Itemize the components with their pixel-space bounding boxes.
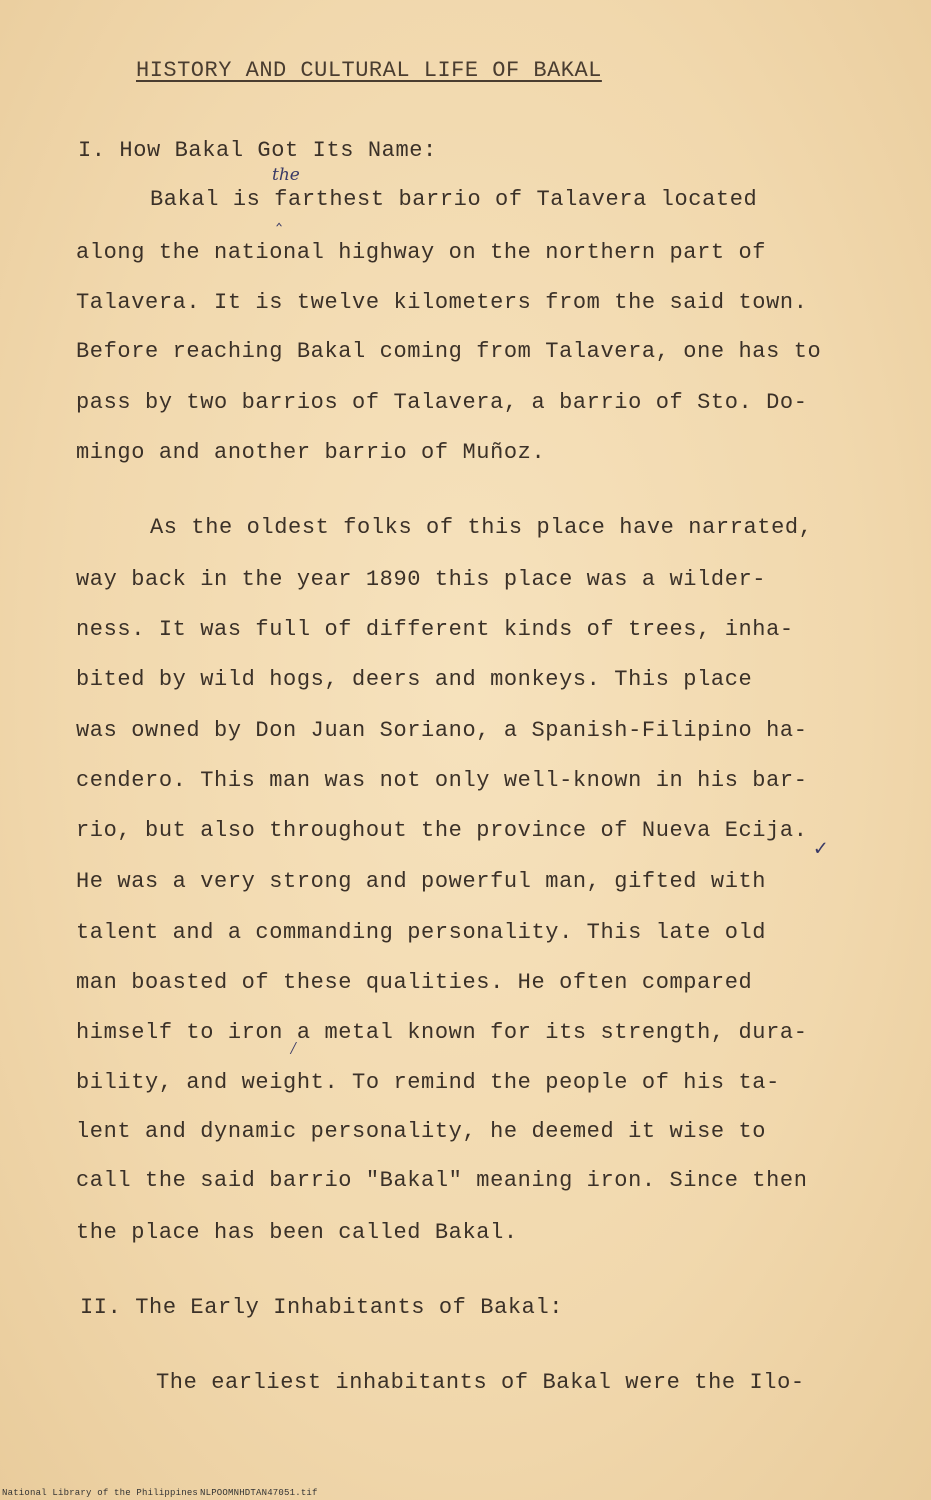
section-1-p2-line-4: bited by wild hogs, deers and monkeys. This place — [76, 667, 753, 692]
footer-file-label: NLPOOMNHDTAN47051.tif — [200, 1488, 318, 1498]
section-2-p1-line-1: The earliest inhabitants of Bakal were the Ilo- — [156, 1370, 805, 1395]
section-1-p2-line-8: He was a very strong and powerful man, gifted with — [76, 869, 767, 894]
section-1-p1-line-2: along the national highway on the northern part of — [76, 240, 767, 265]
section-2-heading: II. The Early Inhabitants of Bakal: — [80, 1295, 564, 1320]
section-1-p1-line-3: Talavera. It is twelve kilometers from the said town. — [76, 290, 808, 315]
section-1-p2-line-14: call the said barrio "Bakal" meaning iron. Since then — [76, 1168, 808, 1193]
section-1-p2-line-11: himself to iron a metal known for its strength, dura- — [76, 1020, 808, 1045]
section-1-p2-line-3: ness. It was full of different kinds of trees, inha- — [76, 617, 794, 642]
section-1-p2-line-5: was owned by Don Juan Soriano, a Spanish-Filipino ha- — [76, 718, 808, 743]
page-title: HISTORY AND CULTURAL LIFE OF BAKAL — [136, 58, 602, 83]
comma-insertion-mark-icon: ⁄ — [288, 1040, 299, 1060]
footer-library-label: National Library of the Philippines — [2, 1488, 199, 1498]
section-1-p2-line-12: bility, and weight. To remind the people of his ta- — [76, 1070, 780, 1095]
section-1-p2-line-2: way back in the year 1890 this place was a wilder- — [76, 567, 767, 592]
section-1-p2-line-13: lent and dynamic personality, he deemed it wise to — [76, 1119, 767, 1144]
section-1-p2-line-9: talent and a commanding personality. This late old — [76, 920, 767, 945]
section-1-p2-line-15: the place has been called Bakal. — [76, 1220, 518, 1245]
section-1-p2-line-1: As the oldest folks of this place have narrated, — [150, 515, 813, 540]
section-1-p2-line-10: man boasted of these qualities. He often compared — [76, 970, 753, 995]
section-1-heading: I. How Bakal Got Its Name: — [78, 138, 437, 163]
section-1-p1-line-6: mingo and another barrio of Muñoz. — [76, 440, 546, 465]
handwritten-insertion: the — [272, 165, 300, 185]
section-1-p1-line-4: Before reaching Bakal coming from Talavera, one has to — [76, 339, 822, 364]
section-1-p1-line-5: pass by two barrios of Talavera, a barrio of Sto. Do- — [76, 390, 808, 415]
section-1-p2-line-6: cendero. This man was not only well-known in his bar- — [76, 768, 808, 793]
section-1-p1-line-1: Bakal is farthest barrio of Talavera located — [150, 187, 758, 212]
insertion-caret-icon: ‸ — [276, 208, 283, 228]
section-1-p2-line-7: rio, but also throughout the province of Nueva Ecija. — [76, 818, 808, 843]
check-mark-icon: ✓ — [814, 837, 828, 862]
